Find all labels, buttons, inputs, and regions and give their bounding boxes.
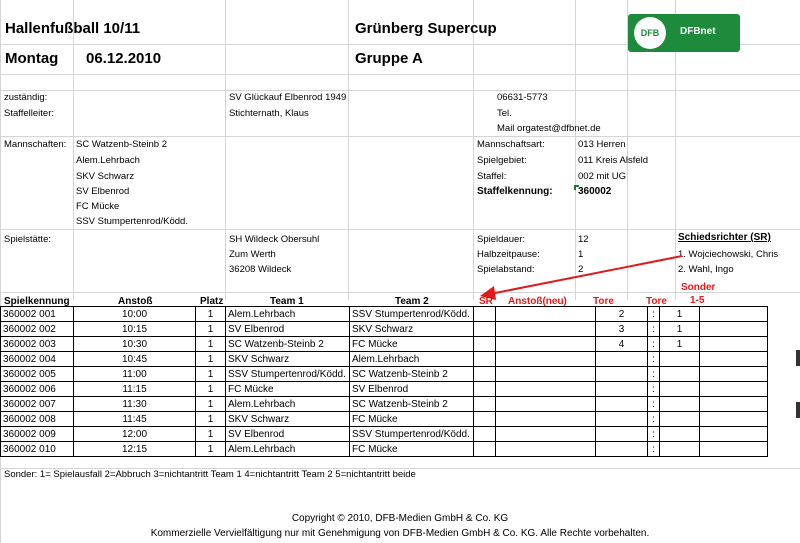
match-id[interactable]: 360002 005	[1, 367, 74, 382]
sr-cell[interactable]	[474, 382, 496, 397]
sr-cell[interactable]	[474, 397, 496, 412]
team2-cell[interactable]: SSV Stumpertenrod/Ködd.	[350, 307, 474, 322]
table-row	[1, 367, 768, 382]
goals2-cell[interactable]: 1	[660, 322, 700, 337]
kickoff-time[interactable]: 10:15	[74, 322, 196, 337]
platz-cell[interactable]: 1	[196, 352, 226, 367]
platz-cell[interactable]: 1	[196, 367, 226, 382]
spielabstand-value: 2	[578, 264, 584, 275]
table-row	[1, 442, 768, 457]
referee-item: 2. Wahl, Ingo	[678, 264, 734, 275]
colon-cell[interactable]: :	[648, 442, 660, 457]
goals2-cell[interactable]	[660, 367, 700, 382]
referees-title: Schiedsrichter (SR)	[678, 232, 771, 243]
table-row	[1, 427, 768, 442]
spielgebiet-value: 011 Kreis Alsfeld	[578, 155, 649, 166]
match-id[interactable]: 360002 003	[1, 337, 74, 352]
venue-name: SH Wildeck Obersuhl	[229, 234, 320, 245]
venue-city: 36208 Wildeck	[229, 264, 292, 275]
team-item: Alem.Lehrbach	[76, 155, 140, 166]
dfb-emblem-icon: DFB	[634, 17, 666, 49]
sr-cell[interactable]	[474, 307, 496, 322]
anstoss-neu-cell[interactable]	[496, 442, 596, 457]
zustaendig-label: zuständig:	[4, 92, 48, 103]
colon-cell[interactable]: :	[648, 352, 660, 367]
team1-cell[interactable]: SSV Stumpertenrod/Ködd.	[226, 367, 350, 382]
goals2-cell[interactable]	[660, 442, 700, 457]
sonder-cell[interactable]	[700, 412, 768, 427]
team2-cell[interactable]: SC Watzenb-Steinb 2	[350, 397, 474, 412]
team1-cell[interactable]: SV Elbenrod	[226, 322, 350, 337]
header-sr: SR	[479, 296, 493, 307]
header-sonder-range: 1-5	[690, 295, 705, 306]
table-row	[1, 412, 768, 427]
kickoff-time[interactable]: 11:00	[74, 367, 196, 382]
team2-cell[interactable]: FC Mücke	[350, 412, 474, 427]
table-row	[1, 352, 768, 367]
staffelkennung-label: Staffelkennung:	[477, 186, 553, 197]
kickoff-time[interactable]: 10:30	[74, 337, 196, 352]
sonder-cell[interactable]	[700, 352, 768, 367]
sonder-cell[interactable]	[700, 367, 768, 382]
scrollbar-thumb[interactable]	[796, 350, 800, 366]
colon-cell[interactable]: :	[648, 307, 660, 322]
staffel-label: Staffel:	[477, 171, 507, 182]
match-id[interactable]: 360002 009	[1, 427, 74, 442]
anstoss-neu-cell[interactable]	[496, 367, 596, 382]
kickoff-time[interactable]: 11:45	[74, 412, 196, 427]
goals1-cell[interactable]: 2	[596, 307, 648, 322]
goals2-cell[interactable]	[660, 427, 700, 442]
platz-cell[interactable]: 1	[196, 412, 226, 427]
staffel-value: 002 mit UG	[578, 171, 627, 182]
staffelleiter-value: Stichternath, Klaus	[229, 108, 309, 119]
sr-cell[interactable]	[474, 322, 496, 337]
team1-cell[interactable]: SC Watzenb-Steinb 2	[226, 337, 350, 352]
kickoff-time[interactable]: 12:15	[74, 442, 196, 457]
team1-cell[interactable]: SKV Schwarz	[226, 412, 350, 427]
match-id[interactable]: 360002 002	[1, 322, 74, 337]
match-id[interactable]: 360002 010	[1, 442, 74, 457]
dfbnet-logo	[628, 14, 740, 52]
table-row	[1, 337, 768, 352]
team-item: SV Elbenrod	[76, 186, 130, 197]
match-id[interactable]: 360002 006	[1, 382, 74, 397]
colon-cell[interactable]: :	[648, 367, 660, 382]
team-item: FC Mücke	[76, 201, 120, 212]
colon-cell[interactable]: :	[648, 322, 660, 337]
staffelleiter-label: Staffelleiter:	[4, 108, 54, 119]
anstoss-neu-cell[interactable]	[496, 322, 596, 337]
team1-cell[interactable]: Alem.Lehrbach	[226, 442, 350, 457]
table-row	[1, 307, 768, 322]
sr-cell[interactable]	[474, 412, 496, 427]
team2-cell[interactable]: SKV Schwarz	[350, 322, 474, 337]
team1-cell[interactable]: Alem.Lehrbach	[226, 307, 350, 322]
goals1-cell[interactable]: 4	[596, 337, 648, 352]
platz-cell[interactable]: 1	[196, 397, 226, 412]
cup-title: Grünberg Supercup	[355, 20, 497, 37]
goals1-cell[interactable]	[596, 412, 648, 427]
goals1-cell[interactable]: 3	[596, 322, 648, 337]
anstoss-neu-cell[interactable]	[496, 337, 596, 352]
header-tore2: Tore	[646, 296, 667, 307]
match-id[interactable]: 360002 008	[1, 412, 74, 427]
goals1-cell[interactable]	[596, 367, 648, 382]
spieldauer-label: Spieldauer:	[477, 234, 526, 245]
group-title: Gruppe A	[355, 50, 423, 67]
goals1-cell[interactable]	[596, 397, 648, 412]
kickoff-time[interactable]: 10:45	[74, 352, 196, 367]
scrollbar-thumb[interactable]	[796, 402, 800, 418]
spielabstand-label: Spielabstand:	[477, 264, 535, 275]
phone-value: 06631-5773	[497, 92, 548, 103]
team-item: SKV Schwarz	[76, 171, 135, 182]
platz-cell[interactable]: 1	[196, 427, 226, 442]
mail-value: Mail orgatest@dfbnet.de	[497, 123, 601, 134]
date-value: 06.12.2010	[86, 50, 162, 67]
teams-label: Mannschaften:	[4, 139, 67, 150]
halbzeitpause-value: 1	[578, 249, 584, 260]
match-id[interactable]: 360002 004	[1, 352, 74, 367]
anstoss-neu-cell[interactable]	[496, 412, 596, 427]
anstoss-neu-cell[interactable]	[496, 307, 596, 322]
team2-cell[interactable]: Alem.Lehrbach	[350, 352, 474, 367]
team-item: SSV Stumpertenrod/Ködd.	[76, 216, 188, 227]
kickoff-time[interactable]: 11:30	[74, 397, 196, 412]
match-id[interactable]: 360002 007	[1, 397, 74, 412]
kickoff-time[interactable]: 11:15	[74, 382, 196, 397]
goals2-cell[interactable]	[660, 412, 700, 427]
header-tore1: Tore	[593, 296, 614, 307]
tel-label: Tel.	[497, 108, 512, 119]
goals2-cell[interactable]	[660, 352, 700, 367]
sonder-cell[interactable]	[700, 322, 768, 337]
sr-cell[interactable]	[474, 442, 496, 457]
table-row	[1, 322, 768, 337]
anstoss-neu-cell[interactable]	[496, 352, 596, 367]
team1-cell[interactable]: Alem.Lehrbach	[226, 397, 350, 412]
schedule-table	[0, 306, 768, 457]
colon-cell[interactable]: :	[648, 382, 660, 397]
platz-cell[interactable]: 1	[196, 307, 226, 322]
header-team1: Team 1	[270, 296, 304, 307]
table-row	[1, 382, 768, 397]
header-kennung: Spielkennung	[4, 296, 70, 307]
team2-cell[interactable]: FC Mücke	[350, 442, 474, 457]
header-platz: Platz	[200, 296, 224, 307]
zustaendig-value: SV Glückauf Elbenrod 1949	[229, 92, 347, 103]
spieldauer-value: 12	[578, 234, 589, 245]
goals1-cell[interactable]	[596, 442, 648, 457]
team1-cell[interactable]: SV Elbenrod	[226, 427, 350, 442]
header-anstoss: Anstoß	[118, 296, 153, 307]
colon-cell[interactable]: :	[648, 397, 660, 412]
kickoff-time[interactable]: 12:00	[74, 427, 196, 442]
platz-cell[interactable]: 1	[196, 322, 226, 337]
platz-cell[interactable]: 1	[196, 382, 226, 397]
mannschaftsart-value: 013 Herren	[578, 139, 626, 150]
team2-cell[interactable]: SC Watzenb-Steinb 2	[350, 367, 474, 382]
header-sonder: Sonder	[681, 282, 716, 293]
team2-cell[interactable]: SV Elbenrod	[350, 382, 474, 397]
kickoff-time[interactable]: 10:00	[74, 307, 196, 322]
goals2-cell[interactable]	[660, 397, 700, 412]
venue-label: Spielstätte:	[4, 234, 51, 245]
colon-cell[interactable]: :	[648, 412, 660, 427]
logo-label: DFBnet	[680, 26, 716, 37]
venue-street: Zum Werth	[229, 249, 276, 260]
sr-cell[interactable]	[474, 352, 496, 367]
team1-cell[interactable]: FC Mücke	[226, 382, 350, 397]
sr-cell[interactable]	[474, 367, 496, 382]
day-label: Montag	[5, 50, 59, 67]
team-item: SC Watzenb-Steinb 2	[76, 139, 167, 150]
platz-cell[interactable]: 1	[196, 442, 226, 457]
staffelkennung-value: 360002	[578, 186, 612, 197]
anstoss-neu-cell[interactable]	[496, 397, 596, 412]
spielgebiet-label: Spielgebiet:	[477, 155, 527, 166]
goals2-cell[interactable]	[660, 382, 700, 397]
sonder-cell[interactable]	[700, 397, 768, 412]
footer-copyright: Copyright © 2010, DFB-Medien GmbH & Co. KG	[291, 513, 509, 524]
sonder-cell[interactable]	[700, 307, 768, 322]
table-row	[1, 397, 768, 412]
sonder-cell[interactable]	[700, 442, 768, 457]
goals1-cell[interactable]	[596, 427, 648, 442]
halbzeitpause-label: Halbzeitpause:	[477, 249, 540, 260]
team2-cell[interactable]: FC Mücke	[350, 337, 474, 352]
legend-text: Sonder: 1= Spielausfall 2=Abbruch 3=nichtantritt Team 1 4=nichtantritt Team 2 5=nichtantritt beide	[4, 469, 416, 480]
sr-cell[interactable]	[474, 427, 496, 442]
header-team2: Team 2	[395, 296, 429, 307]
referee-item: 1. Wojciechowski, Chris	[678, 249, 779, 260]
team2-cell[interactable]: SSV Stumpertenrod/Ködd.	[350, 427, 474, 442]
mannschaftsart-label: Mannschaftsart:	[477, 139, 545, 150]
sonder-cell[interactable]	[700, 382, 768, 397]
colon-cell[interactable]: :	[648, 337, 660, 352]
team1-cell[interactable]: SKV Schwarz	[226, 352, 350, 367]
goals1-cell[interactable]	[596, 352, 648, 367]
goals1-cell[interactable]	[596, 382, 648, 397]
platz-cell[interactable]: 1	[196, 337, 226, 352]
sr-cell[interactable]	[474, 337, 496, 352]
match-id[interactable]: 360002 001	[1, 307, 74, 322]
season-title: Hallenfußball 10/11	[5, 20, 141, 37]
sonder-cell[interactable]	[700, 427, 768, 442]
goals2-cell[interactable]: 1	[660, 337, 700, 352]
anstoss-neu-cell[interactable]	[496, 382, 596, 397]
sonder-cell[interactable]	[700, 337, 768, 352]
footer-notice: Kommerzielle Vervielfältigung nur mit Genehmigung von DFB-Medien GmbH & Co. KG. Alle Rechte vorbehalten.	[150, 528, 650, 539]
goals2-cell[interactable]: 1	[660, 307, 700, 322]
colon-cell[interactable]: :	[648, 427, 660, 442]
anstoss-neu-cell[interactable]	[496, 427, 596, 442]
header-anstoss-neu: Anstoß(neu)	[508, 296, 567, 307]
